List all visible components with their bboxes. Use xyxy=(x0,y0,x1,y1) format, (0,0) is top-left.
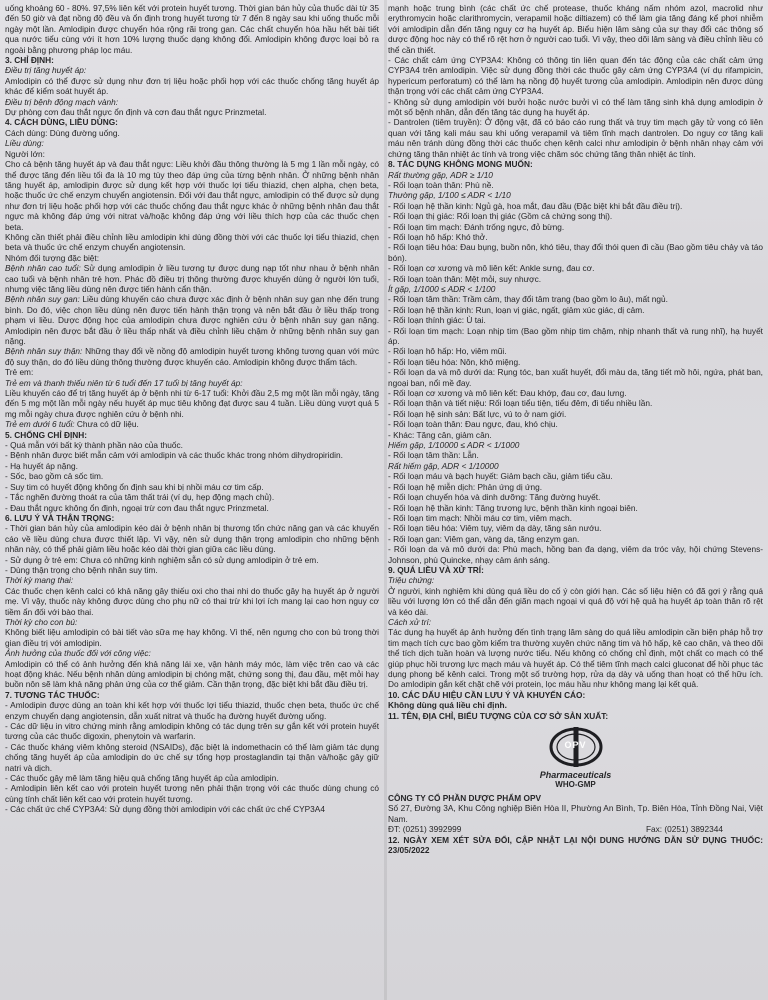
paragraph-text: Sử dụng amlodipin ở liều tương tự được dung nạp tốt như nhau ở bệnh nhân cao tuổi và bệnh nhân trẻ hơn. Phác đồ điều trị thông thường được khuyến dùng ở người lớn tuổi, nhưng việc tăng liều dùng nên được tiến hành cẩn thận. xyxy=(5,263,379,294)
subheading: Cách xử trí: xyxy=(388,616,432,627)
paragraph: - Các chất ức chế CYP3A4: Sử dụng đồng thời amlodipin với các chất ức chế CYP3A4 xyxy=(5,804,325,815)
gmp-label: WHO-GMP xyxy=(555,780,596,790)
section-heading: 9. QUÁ LIỀU VÀ XỬ TRÍ: xyxy=(388,564,484,575)
paragraph: - Amlodipin được dùng an toàn khi kết hợp với thuốc lợi tiểu thiazid, thuốc chẹn beta, thuốc ức chế enzym chuyển dạng angiotensin, dẫn xuất nitrat và thuốc hạ đường huyết đường uống. xyxy=(5,700,379,721)
section-heading: 12. NGÀY XEM XÉT SỬA ĐỔI, CẬP NHẬT LẠI NỘI DUNG HƯỚNG DẪN SỬ DỤNG THUỐC: 23/05/2022 xyxy=(388,834,763,856)
paragraph: - Rối loạn toàn thân: Đau ngực, đau, khó chịu. xyxy=(388,419,558,430)
phone-number: ĐT: (0251) 3992999 xyxy=(388,824,462,835)
paragraph: uống khoảng 60 - 80%. 97,5% liên kết với protein huyết tương. Thời gian bán hủy của thuốc dài từ 35 đến 50 giờ và đạt nồng độ đều và ổn định trong huyết tương từ 7 đến 8 ngày sau khi uống thuốc mỗi ngày một lần. Amlodipin được chuyển hóa rộng rãi trong gan. Các chất chuyển hóa hầu hết bài tiết qua nước tiểu cùng với ít hơn 10% lượng thuốc dạng không đổi. Amlodipin không được loại bỏ ra ngoài bằng phương pháp lọc máu. xyxy=(5,3,379,55)
paragraph xyxy=(5,294,379,346)
paragraph xyxy=(5,346,379,367)
paragraph: - Rối loạn hệ thần kinh: Tăng trương lực, bệnh thần kinh ngoại biên. xyxy=(388,502,638,513)
paragraph: - Rối loạn hô hấp: Ho, viêm mũi. xyxy=(388,346,507,357)
right-column xyxy=(388,3,763,1000)
paragraph: - Rối loạn gan: Viêm gan, vàng da, tăng enzym gan. xyxy=(388,533,580,544)
paragraph: - Hạ huyết áp nặng. xyxy=(5,460,78,471)
paragraph: - Các chất cảm ứng CYP3A4: Không có thông tin liên quan đến tác động của các chất cảm ứng CYP3A4 trên amlodipin. Việc sử dụng đồng thời các thuốc gây cảm ứng CYP3A4 (ví dụ rifampicin, hypericum perforatum) có thể làm hạ nồng độ huyết tương của amlodipin. Amlodipin nên được dùng thận trọng với các chất cảm ứng CYP3A4. xyxy=(388,55,763,97)
subheading: Liều dùng: xyxy=(5,138,44,149)
paragraph: - Rối loạn hô hấp: Khó thở. xyxy=(388,231,488,242)
paragraph: Không biết liệu amlodipin có bài tiết vào sữa mẹ hay không. Vì thế, nên ngưng cho con bú trong thời gian điều trị với amlodipin. xyxy=(5,627,379,648)
paragraph: - Rối loạn hệ thần kinh: Ngủ gà, hoa mắt, đau đầu (Đặc biệt khi bắt đầu điều trị). xyxy=(388,200,683,211)
paragraph-lead: Bệnh nhân suy gan: xyxy=(5,294,80,305)
paragraph: - Rối loạn tiêu hóa: Nôn, khô miệng. xyxy=(388,356,521,367)
bold-text: Không dùng quá liều chỉ định. xyxy=(388,700,507,711)
paragraph: - Rối loạn tim mạch: Nhồi máu cơ tim, viêm mạch. xyxy=(388,512,572,523)
paragraph: - Rối loạn toàn thân: Mệt mỏi, suy nhược. xyxy=(388,273,542,284)
paragraph: - Rối loạn tiêu hóa: Đau bụng, buồn nôn, khó tiêu, thay đổi thói quen đi cầu (Bao gồm tiêu chảy và táo bón). xyxy=(388,242,763,263)
paragraph: - Rối loạn thị giác: Rối loạn thị giác (Gồm cả chứng song thị). xyxy=(388,211,613,222)
paragraph: - Sử dụng ở trẻ em: Chưa có những kinh nghiệm sẵn có sử dụng amlodipin ở trẻ em. xyxy=(5,554,319,565)
paragraph: - Suy tim có huyết động không ổn định sau khi bị nhồi máu cơ tim cấp. xyxy=(5,481,264,492)
bold-text: CÔNG TY CỔ PHẦN DƯỢC PHẨM OPV xyxy=(388,793,542,804)
paragraph: - Thời gian bán hủy của amlodipin kéo dài ở bệnh nhân bị thương tổn chức năng gan và các khuyến cáo về liều dùng chưa được thiết lập. Vì vậy, nên sử dụng thận trọng amlodipin cho những bệnh nhân này, có thể phải giảm liều hoặc kéo dài thời gian giữa các liều dùng. xyxy=(5,523,379,555)
paragraph-lead: Bệnh nhân cao tuổi: xyxy=(5,263,81,274)
paragraph: - Rối loạn tim mạch: Loạn nhịp tim (Bao gồm nhịp tim chậm, nhịp nhanh thất và rung nhĩ), hạ huyết áp. xyxy=(388,325,763,346)
paragraph: - Rối loạn thính giác: Ù tai. xyxy=(388,315,486,326)
paragraph: Số 27, Đường 3A, Khu Công nghiệp Biên Hòa II, Phường An Bình, Tp. Biên Hòa, Tỉnh Đồng Nai, Việt Nam. xyxy=(388,803,763,824)
paper-fold xyxy=(384,0,387,1000)
subheading: Trẻ em và thanh thiếu niên từ 6 tuổi đến 17 tuổi bị tăng huyết áp: xyxy=(5,377,243,388)
subheading: Điều trị bệnh động mạch vành: xyxy=(5,96,119,107)
paragraph: - Rối loạn thận và tiết niệu: Rối loạn tiểu tiện, tiểu đêm, đi tiểu nhiều lần. xyxy=(388,398,653,409)
subheading: Thường gặp, 1/100 ≤ ADR < 1/10 xyxy=(388,190,511,201)
brand-name: Pharmaceuticals xyxy=(539,770,612,781)
paragraph: - Khác: Tăng cân, giảm cân. xyxy=(388,429,492,440)
paragraph: Cho cả bệnh tăng huyết áp và đau thắt ngực: Liều khởi đầu thông thường là 5 mg 1 lần mỗi ngày, có thể được tăng đến liều tối đa là 10 mg tùy theo đáp ứng của từng bệnh nhân. Ở những bệnh nhân tăng huyết áp, amlodipin được sử dụng kết hợp với thuốc lợi tiểu thiazid, chẹn alpha, chẹn beta, hoặc thuốc ức chế enzym chuyển angiotensin. Đối với đau thắt ngực, amlodipin có thể được sử dụng như đơn trị liệu hoặc phối hợp với các thuốc chống đau thắt ngực khác ở những bệnh nhân đau thắt ngực mà không đáp ứng với nitrat và/hoặc không đáp ứng với liều thích hợp của các thuốc chẹn beta. xyxy=(5,159,379,232)
subheading: Rất thường gặp, ADR ≥ 1/10 xyxy=(388,169,493,180)
paragraph: - Rối loạn hệ sinh sản: Bất lực, vú to ở nam giới. xyxy=(388,408,567,419)
paragraph-lead: Trẻ em dưới 6 tuổi: xyxy=(5,419,75,430)
paragraph: Liều khuyến cáo để trị tăng huyết áp ở bệnh nhi từ 6-17 tuổi: Khởi đầu 2,5 mg một lần mỗi ngày, tăng đến 5 mg một lần mỗi ngày nếu huyết áp mục tiêu không đạt được sau 4 tuần. Liều dùng vượt quá 5 mg mỗi ngày chưa được nghiên cứu ở bệnh nhi. xyxy=(5,388,379,419)
section-heading: 11. TÊN, ĐỊA CHỈ, BIỂU TƯỢNG CỦA CƠ SỞ SẢN XUẤT: xyxy=(388,710,609,721)
logo-letters: OPV xyxy=(564,740,587,751)
paragraph: Amlodipin có thể có ảnh hưởng đến khả năng lái xe, vận hành máy móc, làm việc trên cao và các hoạt động khác. Nếu bệnh nhân dùng amlodipin bị chóng mặt, chứng song thị, đau đầu, mệt mỏi hay buồn nôn sẽ làm khả năng phản ứng của cơ thể giảm. Cần thận trọng, đặc biệt khi bắt đầu điều trị. xyxy=(5,658,379,690)
paragraph: - Rối loạn tâm thần: Lẫn. xyxy=(388,450,479,461)
paragraph: Amlodipin có thể được sử dụng như đơn trị liệu hoặc phối hợp với các thuốc chống tăng huyết áp khác để kiểm soát huyết áp. xyxy=(5,75,379,97)
subheading: Thời kỳ cho con bú: xyxy=(5,616,78,627)
paragraph: Nhóm đối tượng đặc biệt: xyxy=(5,252,100,263)
paragraph-text: Chưa có dữ liệu. xyxy=(74,419,139,430)
subheading: Ảnh hưởng của thuốc đối với công việc: xyxy=(5,648,151,659)
section-heading: 5. CHỐNG CHỈ ĐỊNH: xyxy=(5,429,88,440)
paragraph: Các thuốc chẹn kênh calci có khả năng gây thiếu oxi cho thai nhi do thuốc gây hạ huyết áp ở người mẹ. Vì vậy, thuốc này không được dùng cho phụ nữ có thai trừ khi lợi ích mang lại cao hơn nguy cơ tiềm ẩn đối với bào thai. xyxy=(5,585,379,617)
paragraph: - Sốc, bao gồm cả sốc tim. xyxy=(5,471,104,482)
section-heading: 7. TƯƠNG TÁC THUỐC: xyxy=(5,689,100,700)
section-heading: 3. CHỈ ĐỊNH: xyxy=(5,55,54,66)
left-column xyxy=(5,3,379,1000)
paragraph-lead: Bệnh nhân suy thận: xyxy=(5,346,83,357)
contact-row xyxy=(388,824,763,834)
fax-number: Fax: (0251) 3892344 xyxy=(645,824,723,835)
paragraph xyxy=(5,263,379,294)
paragraph: - Rối loạn hệ miễn dịch: Phản ứng dị ứng. xyxy=(388,481,543,492)
paragraph-text: Liều dùng khuyến cáo chưa được xác định ở bệnh nhân suy gan nhẹ đến trung bình. Do đó, việc chọn liều dùng nên được tiến hành thận trọng và nên bắt đầu ở liều thấp trong phạm vi liều. Dược động học của amlodipin chưa được nghiên cứu ở bệnh nhân suy gan nặng. Amlodipin nên được bắt đầu ở liều thấp nhất và điều chỉnh liều chậm ở những bệnh nhân suy gan nặng. xyxy=(5,294,379,346)
subheading: Rất hiếm gặp, ADR < 1/10000 xyxy=(388,460,499,471)
subheading: Điều trị tăng huyết áp: xyxy=(5,65,87,76)
section-heading: 6. LƯU Ý VÀ THẬN TRỌNG: xyxy=(5,512,115,523)
paragraph: Cách dùng: Dùng đường uống. xyxy=(5,127,120,138)
opv-logo xyxy=(388,725,763,789)
paragraph: - Các dữ liệu in vitro chứng minh rằng amlodipin không có tác dụng trên sự gắn kết với protein huyết tương của các thuốc digoxin, phenytoin và warfarin. xyxy=(5,721,379,742)
paragraph: - Rối loạn toàn thân: Phù nề. xyxy=(388,179,494,190)
paragraph: - Các thuốc gây mê làm tăng hiệu quả chống tăng huyết áp của amlodipin. xyxy=(5,773,279,784)
subheading: Triệu chứng: xyxy=(388,575,435,586)
section-heading: 10. CÁC DẤU HIỆU CẦN LƯU Ý VÀ KHUYẾN CÁO: xyxy=(388,689,586,700)
paragraph: - Amlodipin liên kết cao với protein huyết tương nên phải thận trọng với các thuốc dùng chung có cùng tính chất liên kết cao với protein huyết tương. xyxy=(5,783,379,804)
paragraph: - Bệnh nhân được biết mẫn cảm với amlodipin và các thuốc khác trong nhóm dihydropiridin. xyxy=(5,450,343,461)
paragraph: - Rối loạn da và mô dưới da: Phù mạch, hồng ban đa dạng, viêm da tróc vảy, hội chứng Stevens-Johnson, phù Quincke, nhạy cảm ánh sáng. xyxy=(388,544,763,565)
paragraph: - Rối loạn chuyển hóa và dinh dưỡng: Tăng đường huyết. xyxy=(388,492,601,503)
paragraph xyxy=(5,419,379,429)
paragraph: - Dantrolen (tiêm truyền): Ở động vật, đã có báo cáo rung thất và trụy tim mạch gây tử vong có liên quan với tăng kali máu sau khi uống verapamil và tiêm tĩnh mạch dantrolen. Do nguy cơ tăng kali máu nên tránh dùng đồng thời các thuốc chẹn kênh calci như amlodipin ở bệnh nhân nhạy cảm với chứng tăng thân nhiệt ác tính và trong việc chăm sóc chứng tăng thân nhiệt ác tính. xyxy=(388,117,763,159)
paragraph: - Tắc nghẽn đường thoát ra của tâm thất trái (ví dụ, hẹp động mạch chủ). xyxy=(5,492,275,503)
paragraph: - Rối loạn hệ thần kinh: Run, loạn vị giác, ngất, giảm xúc giác, dị cảm. xyxy=(388,304,645,315)
subheading: Hiếm gặp, 1/10000 ≤ ADR < 1/1000 xyxy=(388,440,520,451)
paragraph: Ở người, kinh nghiệm khi dùng quá liều do cố ý còn giới hạn. Các số liệu hiện có đã gợi ý rằng quá liều với lượng lớn có thể dẫn đến giãn mạch ngoại vi quá độ với hệ quả hạ huyết áp toàn thân rõ rệt và kéo dài. xyxy=(388,585,763,617)
subheading: Thời kỳ mang thai: xyxy=(5,575,74,586)
paragraph: - Rối loạn tiêu hóa: Viêm tụy, viêm dạ dày, tăng sản nướu. xyxy=(388,523,602,534)
paragraph: Dự phòng cơn đau thắt ngực ổn định và cơn đau thắt ngực Prinzmetal. xyxy=(5,107,267,118)
paragraph: mạnh hoặc trung bình (các chất ức chế protease, thuốc kháng nấm nhóm azol, macrolid như erythromycin hoặc clarithromycin, verapamil hoặc diltiazem) có thể làm gia tăng đáng kể phơi nhiễm với amlodipin dẫn đến tăng nguy cơ hạ huyết áp. Biểu hiện lâm sàng của sự thay đổi các thông số dược động học này có thể rõ rệt hơn ở người cao tuổi. Vì vậy, theo dõi lâm sàng và điều chỉnh liều có thể cần thiết. xyxy=(388,3,763,55)
paragraph: - Rối loạn cơ xương và mô liên kết: Đau khớp, đau cơ, đau lưng. xyxy=(388,388,627,399)
paragraph: - Rối loạn tâm thần: Trầm cảm, thay đổi tâm trạng (bao gồm lo âu), mất ngủ. xyxy=(388,294,668,305)
paragraph: - Quá mẫn với bất kỳ thành phần nào của thuốc. xyxy=(5,440,183,451)
paragraph: Người lớn: xyxy=(5,148,45,159)
paragraph: Không cần thiết phải điều chỉnh liều amlodipin khi dùng đồng thời với các thuốc lợi tiểu thiazid, chẹn beta và thuốc ức chế enzym chuyển angiotensin. xyxy=(5,231,379,253)
paragraph: - Rối loạn máu và bạch huyết: Giảm bạch cầu, giảm tiểu cầu. xyxy=(388,471,613,482)
paragraph: - Rối loạn da và mô dưới da: Rụng tóc, ban xuất huyết, đổi màu da, tăng tiết mồ hôi, ngứa, phát ban, ngoại ban, nổi mề đay. xyxy=(388,367,763,388)
section-heading: 4. CÁCH DÙNG, LIỀU DÙNG: xyxy=(5,117,118,128)
paragraph: - Đau thắt ngực không ổn định, ngoại trừ cơn đau thắt ngực Prinzmetal. xyxy=(5,502,269,513)
paragraph-text: Những thay đổi về nồng độ amlodipin huyết tương không tương quan với mức độ suy thận, do đó liều dùng thông thường được khuyến cáo. Amlodipin không được thẩm tách. xyxy=(5,346,379,367)
paragraph: Trẻ em: xyxy=(5,367,34,378)
paragraph: - Rối loạn tim mạch: Đánh trống ngực, đỏ bừng. xyxy=(388,221,565,232)
paragraph: - Rối loạn cơ xương và mô liên kết: Ankle sưng, đau cơ. xyxy=(388,263,595,274)
section-heading: 8. TÁC DỤNG KHÔNG MONG MUỐN: xyxy=(388,159,533,170)
paragraph: - Không sử dụng amlodipin với bưởi hoặc nước bưởi vì có thể làm tăng sinh khả dụng amlodipin ở một số bệnh nhân, dẫn đến tăng tác dụng hạ huyết áp. xyxy=(388,96,763,118)
paragraph: Tác dụng hạ huyết áp ảnh hưởng đến tình trạng lâm sàng do quá liều amlodipin cần biện pháp hỗ trợ tim mạch tích cực bao gồm kiểm tra thường xuyên chức năng tim và hô hấp, kê cao chân, và theo dõi thể tích dịch tuần hoàn và lượng nước tiểu. Nếu không có chống chỉ định, một chất co mạch có thể giúp phục hồi trương lực mạch máu và huyết áp. Có thể tiêm tĩnh mạch calci gluconat để hồi phục tác dụng phong bế kênh calci. Trong một số trường hợp, rửa dạ dày và uống than hoạt có thể hữu ích. Do amlodipin gắn kết chặt chẽ với protein, lọc máu hầu như không mang lại kết quả. xyxy=(388,627,763,690)
subheading: Ít gặp, 1/1000 ≤ ADR < 1/100 xyxy=(388,283,496,294)
paragraph: - Dùng thận trọng cho bệnh nhân suy tim. xyxy=(5,564,158,575)
paragraph: - Các thuốc kháng viêm không steroid (NSAIDs), đặc biệt là indomethacin có thể làm giảm tác dụng chống tăng huyết áp của amlodipin do ức chế sự tổng hợp prostaglandin tại thận và/hoặc gây giữ natri và dịch. xyxy=(5,741,379,773)
